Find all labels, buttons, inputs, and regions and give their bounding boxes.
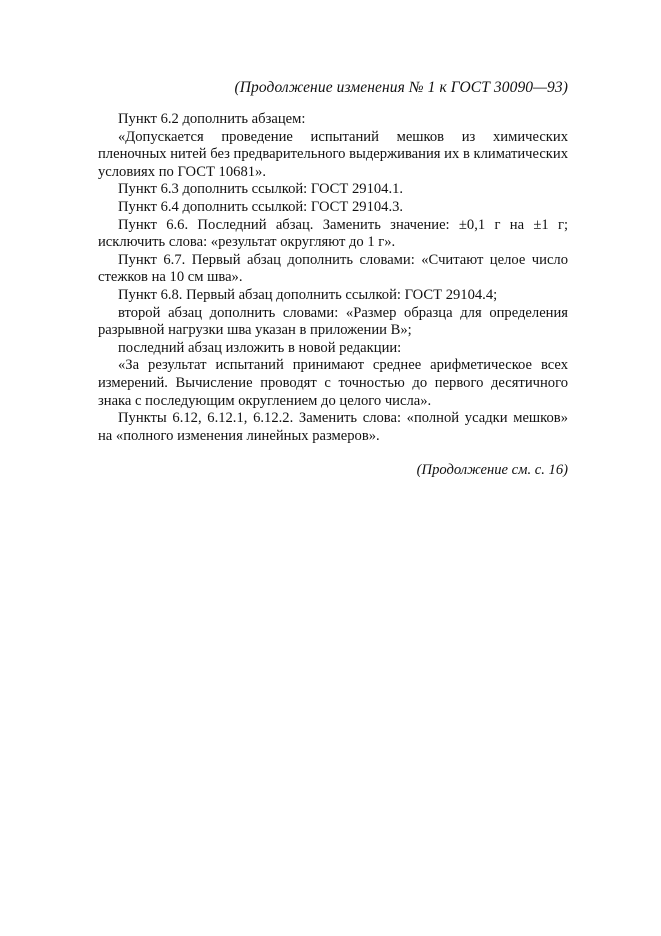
paragraph-6-12: Пункты 6.12, 6.12.1, 6.12.2. Заменить слова: «полной усадки мешков» на «полного изменения линейных размеров».	[98, 410, 568, 444]
paragraph-6-6: Пункт 6.6. Последний абзац. Заменить значение: ±0,1 г на ±1 г; исключить слова: «результат округляют до 1 г».	[98, 216, 568, 251]
continuation-footer: (Продолжение см. с. 16)	[416, 462, 568, 479]
paragraph-6-4: Пункт 6.4 дополнить ссылкой: ГОСТ 29104.3.	[118, 198, 404, 215]
paragraph-6-8-quote: «За результат испытаний принимают среднее арифметическое всех измерений. Вычисление проводят с точностью до первого десятичного знака с последующим округлением до целого числа».	[98, 357, 568, 409]
paragraph-6-8-last: последний абзац изложить в новой редакции:	[118, 339, 402, 356]
paragraph-6-8: Пункт 6.8. Первый абзац дополнить ссылкой: ГОСТ 29104.4;	[118, 286, 498, 303]
paragraph-6-2-quote: «Допускается проведение испытаний мешков из химических пленочных нитей без предварительного выдерживания их в климатических условиях по ГОСТ 10681».	[98, 128, 568, 180]
paragraph-6-8-second: второй абзац дополнить словами: «Размер образца для определения разрывной нагрузки шва указан в приложении В»;	[98, 304, 568, 339]
paragraph-6-2: Пункт 6.2 дополнить абзацем:	[118, 111, 306, 127]
paragraph-6-7: Пункт 6.7. Первый абзац дополнить словами: «Считают целое число стежков на 10 см шва».	[98, 251, 568, 286]
continuation-header: (Продолжение изменения № 1 к ГОСТ 30090—93)	[234, 79, 568, 96]
document-page	[98, 78, 568, 479]
paragraph-6-3: Пункт 6.3 дополнить ссылкой: ГОСТ 29104.1.	[118, 181, 404, 198]
